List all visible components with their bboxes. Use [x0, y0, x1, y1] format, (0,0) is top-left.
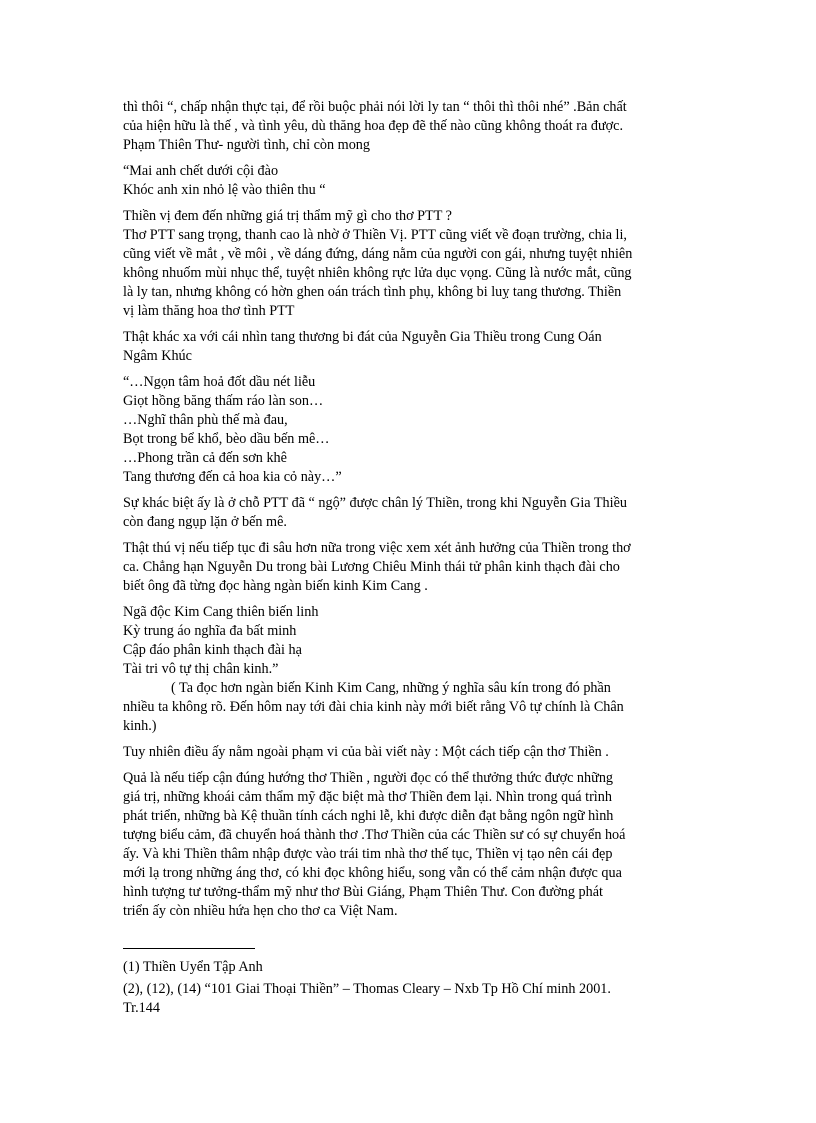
poem-line: Ngã độc Kim Cang thiên biến linh [123, 604, 319, 620]
text-line: Phạm Thiên Thư- người tình, chỉ còn mong [123, 137, 370, 153]
document-body [123, 98, 713, 928]
text-line: Thiền vị đem đến những giá trị thẩm mỹ gì cho thơ PTT ? [123, 208, 452, 224]
footnotes [123, 958, 713, 1018]
text-line: nhiều ta không rõ. Đến hôm nay tới đài chia kinh này mới biết rằng Vô tự chính là Chân [123, 699, 624, 715]
text-line: của hiện hữu là thế , và tình yêu, dù thăng hoa đẹp đẽ thế nào cũng không thoát ra được. [123, 118, 623, 134]
poem-line: “…Ngọn tâm hoả đốt dầu nét liễu [123, 374, 316, 390]
text-line: ấy. Và khi Thiền thâm nhập được vào trái tim nhà thơ thế tục, Thiền vị tạo nên cái đẹp [123, 846, 613, 862]
text-line: Tuy nhiên điều ấy nằm ngoài phạm vi của bài viết này : Một cách tiếp cận thơ Thiền . [123, 744, 609, 760]
poem-line: …Phong trần cả đến sơn khê [123, 450, 287, 466]
poem-line: Giọt hồng băng thấm ráo làn son… [123, 393, 324, 409]
poem-line: Cập đáo phân kinh thạch đài hạ [123, 642, 302, 658]
poem-line: “Mai anh chết dưới cội đào [123, 163, 279, 179]
footnote-text: Tr.144 [123, 1000, 160, 1016]
footnote-separator [123, 948, 255, 949]
text-line: vị làm thăng hoa thơ tình PTT [123, 303, 295, 319]
text-line: Thơ PTT sang trọng, thanh cao là nhờ ở Thiền Vị. PTT cũng viết về đoạn trường, chia li, [123, 227, 627, 243]
footnote-1 [123, 958, 713, 977]
text-line: biết ông đã từng đọc hàng ngàn biến kinh Kim Cang . [123, 578, 428, 594]
text-line: tượng biểu cảm, đã chuyển hoá thành thơ .Thơ Thiền của các Thiền sư có sự chuyển hoá [123, 827, 626, 843]
poem-line: Tang thương đến cả hoa kia cỏ này…” [123, 469, 342, 485]
paragraph-scope [123, 743, 713, 762]
poem-line: Bọt trong bể khổ, bèo dầu bến mê… [123, 431, 330, 447]
poem-quote-2 [123, 373, 713, 487]
text-line: Ngâm Khúc [123, 348, 192, 364]
text-line: ( Ta đọc hơn ngàn biến Kinh Kim Cang, những ý nghĩa sâu kín trong đó phần [171, 680, 611, 696]
paragraph-nguyen-du [123, 539, 713, 596]
paragraph-contrast [123, 328, 713, 366]
paragraph-intro [123, 98, 713, 155]
poem-line: Kỳ trung áo nghĩa đa bất minh [123, 623, 297, 639]
poem-line: Khóc anh xin nhỏ lệ vào thiên thu “ [123, 182, 326, 198]
text-line: mới lạ trong những áng thơ, có khi đọc không hiểu, song vẫn có thể cảm nhận được qua [123, 865, 622, 881]
footnote-text: (1) Thiền Uyển Tập Anh [123, 959, 263, 975]
text-line: kinh.) [123, 718, 157, 734]
paragraph-zen-aesthetics [123, 207, 713, 321]
text-line: còn đang ngụp lặn ở bến mê. [123, 514, 287, 530]
footnote-2 [123, 980, 713, 1018]
poem-line: Tài tri vô tự thị chân kinh.” [123, 661, 279, 677]
poem-line: …Nghĩ thân phù thế mà đau, [123, 412, 288, 428]
text-line: hình tượng tư tưởng-thẩm mỹ như thơ Bùi Giáng, Phạm Thiên Thư. Con đường phát [123, 884, 603, 900]
text-line: không nhuốm mùi nhục thể, tuyệt nhiên không rực lửa dục vọng. Cũng là nước mắt, cũng [123, 265, 632, 281]
text-line: triển ấy còn nhiều hứa hẹn cho thơ ca Việt Nam. [123, 903, 398, 919]
paragraph-conclusion [123, 769, 713, 921]
poem-quote-1 [123, 162, 713, 200]
paragraph-difference [123, 494, 713, 532]
text-line: Quả là nếu tiếp cận đúng hướng thơ Thiền , người đọc có thể thưởng thức được những [123, 770, 614, 786]
text-line: là ly tan, nhưng không có hờn ghen oán trách tình phụ, không bi luỵ tang thương. Thiền [123, 284, 622, 300]
text-line: cũng viết về mắt , về môi , về dáng đứng, dáng nằm của người con gái, nhưng tuyệt nhiên [123, 246, 633, 262]
footnote-text: (2), (12), (14) “101 Giai Thoại Thiền” – Thomas Cleary – Nxb Tp Hồ Chí minh 2001. [123, 981, 611, 997]
text-line: phát triển, những bà Kệ thuần tính cách nghi lễ, khi được diễn đạt bằng ngôn ngữ hình [123, 808, 614, 824]
text-line: Thật khác xa với cái nhìn tang thương bi đát của Nguyễn Gia Thiều trong Cung Oán [123, 329, 602, 345]
text-line: giá trị, những khoái cảm thẩm mỹ đặc biệt mà thơ Thiền đem lại. Nhìn trong quá trình [123, 789, 612, 805]
text-line: thì thôi “, chấp nhận thực tại, để rồi buộc phải nói lời ly tan “ thôi thì thôi nhé” .Bản chất [123, 99, 627, 115]
text-line: Sự khác biệt ấy là ở chỗ PTT đã “ ngộ” được chân lý Thiền, trong khi Nguyễn Gia Thiều [123, 495, 627, 511]
text-line: Thật thú vị nếu tiếp tục đi sâu hơn nữa trong việc xem xét ảnh hưởng của Thiền trong thơ [123, 540, 631, 556]
text-line: ca. Chẳng hạn Nguyễn Du trong bài Lương Chiêu Minh thái tử phân kinh thạch đài cho [123, 559, 620, 575]
poem-quote-3 [123, 603, 713, 679]
poem-translation [123, 679, 713, 736]
